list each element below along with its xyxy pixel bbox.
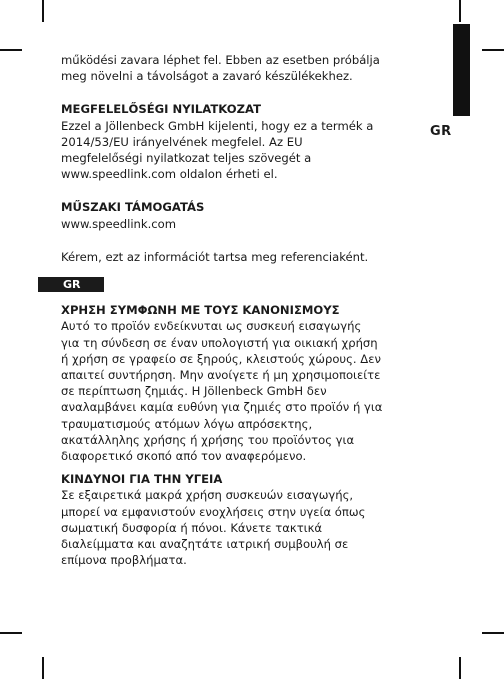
crop-mark-bottom-right <box>459 657 461 679</box>
health-heading: ΚΙΝΔΥΝΟΙ ΓΙΑ ΤΗΝ ΥΓΕΙΑ <box>61 472 223 487</box>
intro-text: működési zavara léphet fel. Ebben az esetben próbálja meg növelni a távolságot a zavaró készülékekhez. <box>61 53 380 84</box>
manual-text <box>61 52 383 568</box>
language-tab-bar <box>453 24 470 116</box>
crop-mark-top-left <box>42 0 44 22</box>
language-badge: GR <box>38 277 104 292</box>
intended-use-heading: ΧΡΗΣΗ ΣΥΜΦΩΝΗ ΜΕ ΤΟΥΣ ΚΑΝΟΝΙΣΜΟΥΣ <box>61 303 340 318</box>
crop-mark-right-bottom <box>482 632 504 634</box>
language-side-tab: GR <box>430 124 452 139</box>
health-text: Σε εξαιρετικά μακρά χρήση συσκευών εισαγωγής, μπορεί να εμφανιστούν ενοχλήσεις στην υγεία όπως σωματική δυσφορία ή πόνοι. Κάνετε τακτικά διαλείμματα και αναζητάτε ιατρική συμβουλή σε επίμονα προβλήματα. <box>61 488 366 568</box>
crop-mark-top-right <box>459 0 461 22</box>
support-link: www.speedlink.com <box>61 216 177 231</box>
conformity-text: Ezzel a Jöllenbeck GmbH kijelenti, hogy ez a termék a 2014/53/EU irányelvének megfelel. Az EU megfelelőségi nyilatkozat teljes szövegét a www.speedlink.com oldalon érheti el. <box>61 118 374 182</box>
intended-use-text: Αυτό το προϊόν ενδείκνυται ως συσκευή εισαγωγής για τη σύνδεση σε έναν υπολογιστή για οικιακή χρήση ή χρήση σε γραφείο σε ξηρούς, κλειστούς χώρους. Δεν απαιτεί συντήρηση. Μην ανοίγετε ή μη χρησιμοποιείτε σε περίπτωση ζημιάς. Η Jöllenbeck GmbH δεν αναλαμβάνει καμία ευθύνη για ζημιές στο προϊόν ή για τραυματισμούς ατόμων λόγω απρόσεκτης, ακατάλληλης χρήσης ή χρήσης του προϊόντος για διαφορετικό σκοπό από τον αναφερόμενο. <box>61 319 383 464</box>
crop-mark-right-top <box>482 49 504 51</box>
conformity-heading: MEGFELELŐSÉGI NYILATKOZAT <box>61 102 261 117</box>
crop-mark-left-bottom <box>0 632 22 634</box>
crop-mark-left-top <box>0 49 22 51</box>
support-heading: MŰSZAKI TÁMOGATÁS <box>61 200 205 215</box>
reference-text: Kérem, ezt az információt tartsa meg referenciaként. <box>61 249 369 264</box>
crop-mark-bottom-left <box>42 657 44 679</box>
